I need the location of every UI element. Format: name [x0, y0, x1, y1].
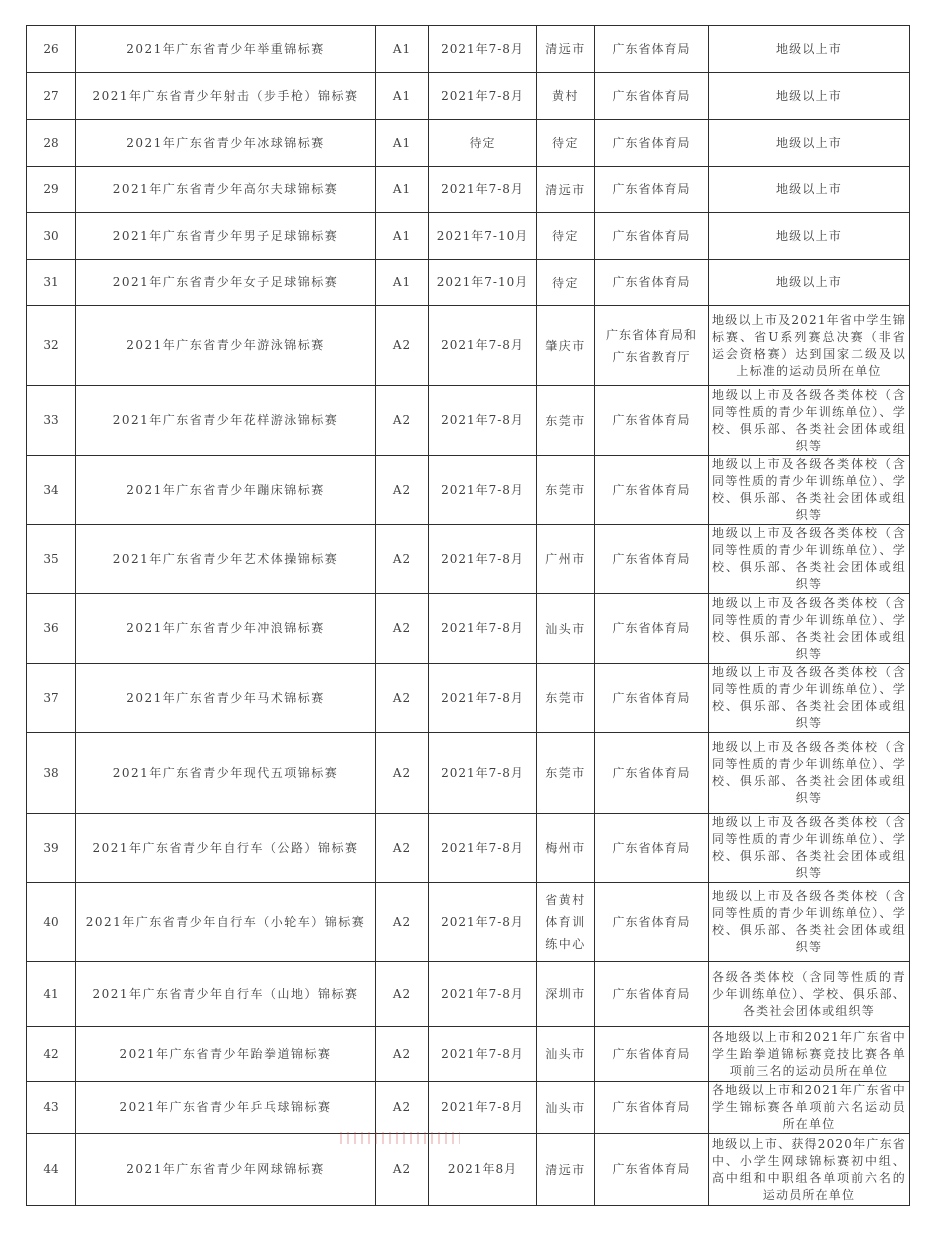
competition-time: 2021年7-8月: [429, 525, 537, 594]
competition-organizer: 广东省体育局和广东省教育厅: [595, 306, 709, 386]
participant-eligibility: 地级以上市、获得2020年广东省中、小学生网球锦标赛初中组、高中组和中职组各单项前六名的运动员所在单位: [709, 1134, 910, 1206]
competition-name: 2021年广东省青少年花样游泳锦标赛: [76, 386, 376, 456]
competition-name: 2021年广东省青少年自行车（公路）锦标赛: [76, 814, 376, 883]
participant-eligibility: 地级以上市: [709, 26, 910, 73]
competition-location: 肇庆市: [537, 306, 595, 386]
competition-name: 2021年广东省青少年冲浪锦标赛: [76, 594, 376, 664]
competition-name: 2021年广东省青少年乒乓球锦标赛: [76, 1082, 376, 1134]
table-row: [27, 883, 910, 962]
competition-time: 2021年7-8月: [429, 594, 537, 664]
competition-name: 2021年广东省青少年举重锦标赛: [76, 26, 376, 73]
competition-level: A1: [376, 167, 429, 213]
competition-time: 2021年7-8月: [429, 456, 537, 525]
table-row: [27, 260, 910, 306]
participant-eligibility: 各地级以上市和2021年广东省中学生跆拳道锦标赛竞技比赛各单项前三名的运动员所在单位: [709, 1027, 910, 1082]
participant-eligibility: 地级以上市及各级各类体校（含同等性质的青少年训练单位）、学校、俱乐部、各类社会团体或组织等: [709, 733, 910, 814]
competition-location: 广州市: [537, 525, 595, 594]
competition-level: A1: [376, 73, 429, 120]
participant-eligibility: 地级以上市: [709, 167, 910, 213]
participant-eligibility: 地级以上市及2021年省中学生锦标赛、省U系列赛总决赛（非省运会资格赛）达到国家二级及以上标准的运动员所在单位: [709, 306, 910, 386]
faint-seal-mark: [340, 1132, 460, 1144]
competition-time: 2021年7-10月: [429, 213, 537, 260]
competition-level: A2: [376, 962, 429, 1027]
competition-organizer: 广东省体育局: [595, 962, 709, 1027]
row-number: 41: [27, 962, 76, 1027]
competition-table-body: [27, 26, 910, 1206]
row-number: 34: [27, 456, 76, 525]
row-number: 27: [27, 73, 76, 120]
competition-organizer: 广东省体育局: [595, 260, 709, 306]
competition-level: A2: [376, 1134, 429, 1206]
competition-time: 2021年7-8月: [429, 814, 537, 883]
competition-location: 汕头市: [537, 1082, 595, 1134]
table-row: [27, 525, 910, 594]
table-row: [27, 386, 910, 456]
competition-name: 2021年广东省青少年男子足球锦标赛: [76, 213, 376, 260]
competition-time: 2021年7-8月: [429, 883, 537, 962]
competition-organizer: 广东省体育局: [595, 167, 709, 213]
competition-time: 2021年7-8月: [429, 962, 537, 1027]
competition-level: A2: [376, 306, 429, 386]
row-number: 44: [27, 1134, 76, 1206]
row-number: 33: [27, 386, 76, 456]
competition-time: 2021年7-8月: [429, 1082, 537, 1134]
competition-location: 深圳市: [537, 962, 595, 1027]
participant-eligibility: 各级各类体校（含同等性质的青少年训练单位）、学校、俱乐部、各类社会团体或组织等: [709, 962, 910, 1027]
row-number: 40: [27, 883, 76, 962]
competition-organizer: 广东省体育局: [595, 26, 709, 73]
row-number: 43: [27, 1082, 76, 1134]
competition-location: 待定: [537, 120, 595, 167]
competition-time: 2021年7-10月: [429, 260, 537, 306]
competition-name: 2021年广东省青少年射击（步手枪）锦标赛: [76, 73, 376, 120]
participant-eligibility: 地级以上市: [709, 260, 910, 306]
competition-location: 梅州市: [537, 814, 595, 883]
competition-organizer: 广东省体育局: [595, 120, 709, 167]
competition-time: 2021年7-8月: [429, 306, 537, 386]
participant-eligibility: 地级以上市及各级各类体校（含同等性质的青少年训练单位）、学校、俱乐部、各类社会团体或组织等: [709, 525, 910, 594]
table-row: [27, 167, 910, 213]
table-row: [27, 1082, 910, 1134]
competition-location: 东莞市: [537, 456, 595, 525]
competition-level: A2: [376, 814, 429, 883]
row-number: 42: [27, 1027, 76, 1082]
competition-time: 2021年7-8月: [429, 1027, 537, 1082]
participant-eligibility: 地级以上市: [709, 73, 910, 120]
row-number: 32: [27, 306, 76, 386]
competition-time: 待定: [429, 120, 537, 167]
competition-location: 待定: [537, 213, 595, 260]
participant-eligibility: 各地级以上市和2021年广东省中学生锦标赛各单项前六名运动员所在单位: [709, 1082, 910, 1134]
competition-name: 2021年广东省青少年自行车（山地）锦标赛: [76, 962, 376, 1027]
table-row: [27, 306, 910, 386]
competition-location: 黄村: [537, 73, 595, 120]
participant-eligibility: 地级以上市及各级各类体校（含同等性质的青少年训练单位）、学校、俱乐部、各类社会团体或组织等: [709, 814, 910, 883]
competition-location: 汕头市: [537, 1027, 595, 1082]
competition-time: 2021年7-8月: [429, 73, 537, 120]
row-number: 30: [27, 213, 76, 260]
table-row: [27, 733, 910, 814]
competition-organizer: 广东省体育局: [595, 733, 709, 814]
competition-level: A2: [376, 1027, 429, 1082]
table-row: [27, 1134, 910, 1206]
competition-name: 2021年广东省青少年马术锦标赛: [76, 664, 376, 733]
competition-level: A2: [376, 664, 429, 733]
competition-level: A2: [376, 386, 429, 456]
competition-name: 2021年广东省青少年网球锦标赛: [76, 1134, 376, 1206]
row-number: 26: [27, 26, 76, 73]
competition-level: A2: [376, 456, 429, 525]
table-row: [27, 456, 910, 525]
competition-location: 清远市: [537, 1134, 595, 1206]
competition-time: 2021年7-8月: [429, 733, 537, 814]
competition-name: 2021年广东省青少年艺术体操锦标赛: [76, 525, 376, 594]
competition-name: 2021年广东省青少年跆拳道锦标赛: [76, 1027, 376, 1082]
competition-organizer: 广东省体育局: [595, 213, 709, 260]
competition-organizer: 广东省体育局: [595, 73, 709, 120]
competition-level: A1: [376, 120, 429, 167]
table-row: [27, 26, 910, 73]
competition-time: 2021年7-8月: [429, 26, 537, 73]
competition-organizer: 广东省体育局: [595, 1027, 709, 1082]
competition-time: 2021年7-8月: [429, 664, 537, 733]
competition-name: 2021年广东省青少年现代五项锦标赛: [76, 733, 376, 814]
competition-level: A2: [376, 594, 429, 664]
competition-location: 省黄村体育训练中心: [537, 883, 595, 962]
row-number: 39: [27, 814, 76, 883]
table-row: [27, 73, 910, 120]
competition-location: 东莞市: [537, 733, 595, 814]
competition-table: [26, 25, 910, 1206]
competition-level: A2: [376, 733, 429, 814]
table-row: [27, 594, 910, 664]
table-row: [27, 1027, 910, 1082]
competition-location: 东莞市: [537, 386, 595, 456]
competition-organizer: 广东省体育局: [595, 386, 709, 456]
competition-location: 清远市: [537, 167, 595, 213]
row-number: 35: [27, 525, 76, 594]
row-number: 37: [27, 664, 76, 733]
table-row: [27, 962, 910, 1027]
participant-eligibility: 地级以上市: [709, 120, 910, 167]
table-row: [27, 814, 910, 883]
competition-location: 汕头市: [537, 594, 595, 664]
row-number: 28: [27, 120, 76, 167]
participant-eligibility: 地级以上市及各级各类体校（含同等性质的青少年训练单位）、学校、俱乐部、各类社会团体或组织等: [709, 594, 910, 664]
participant-eligibility: 地级以上市及各级各类体校（含同等性质的青少年训练单位）、学校、俱乐部、各类社会团体或组织等: [709, 664, 910, 733]
competition-name: 2021年广东省青少年蹦床锦标赛: [76, 456, 376, 525]
row-number: 38: [27, 733, 76, 814]
competition-organizer: 广东省体育局: [595, 883, 709, 962]
competition-time: 2021年7-8月: [429, 167, 537, 213]
competition-organizer: 广东省体育局: [595, 1134, 709, 1206]
participant-eligibility: 地级以上市及各级各类体校（含同等性质的青少年训练单位）、学校、俱乐部、各类社会团体或组织等: [709, 386, 910, 456]
table-row: [27, 664, 910, 733]
competition-level: A1: [376, 26, 429, 73]
competition-name: 2021年广东省青少年冰球锦标赛: [76, 120, 376, 167]
competition-level: A2: [376, 1082, 429, 1134]
row-number: 31: [27, 260, 76, 306]
competition-level: A2: [376, 525, 429, 594]
competition-level: A2: [376, 883, 429, 962]
competition-time: 2021年8月: [429, 1134, 537, 1206]
competition-organizer: 广东省体育局: [595, 525, 709, 594]
participant-eligibility: 地级以上市及各级各类体校（含同等性质的青少年训练单位）、学校、俱乐部、各类社会团体或组织等: [709, 456, 910, 525]
competition-name: 2021年广东省青少年女子足球锦标赛: [76, 260, 376, 306]
competition-name: 2021年广东省青少年游泳锦标赛: [76, 306, 376, 386]
competition-organizer: 广东省体育局: [595, 1082, 709, 1134]
row-number: 36: [27, 594, 76, 664]
competition-organizer: 广东省体育局: [595, 664, 709, 733]
competition-organizer: 广东省体育局: [595, 814, 709, 883]
row-number: 29: [27, 167, 76, 213]
competition-time: 2021年7-8月: [429, 386, 537, 456]
competition-organizer: 广东省体育局: [595, 594, 709, 664]
competition-location: 清远市: [537, 26, 595, 73]
competition-name: 2021年广东省青少年自行车（小轮车）锦标赛: [76, 883, 376, 962]
competition-location: 待定: [537, 260, 595, 306]
table-row: [27, 213, 910, 260]
competition-name: 2021年广东省青少年高尔夫球锦标赛: [76, 167, 376, 213]
competition-location: 东莞市: [537, 664, 595, 733]
competition-organizer: 广东省体育局: [595, 456, 709, 525]
competition-level: A1: [376, 213, 429, 260]
competition-level: A1: [376, 260, 429, 306]
participant-eligibility: 地级以上市及各级各类体校（含同等性质的青少年训练单位）、学校、俱乐部、各类社会团体或组织等: [709, 883, 910, 962]
participant-eligibility: 地级以上市: [709, 213, 910, 260]
table-row: [27, 120, 910, 167]
